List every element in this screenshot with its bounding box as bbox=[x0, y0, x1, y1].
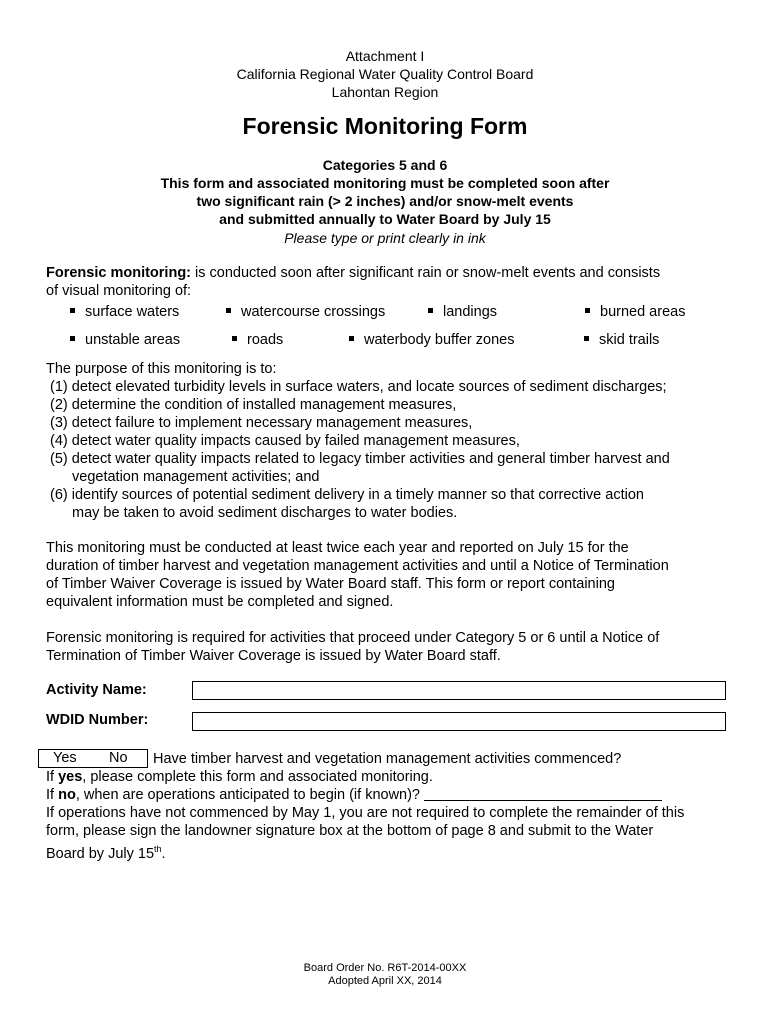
para2-line: Termination of Timber Waiver Coverage is issued by Water Board staff. bbox=[46, 648, 501, 664]
activity-name-input[interactable] bbox=[192, 681, 726, 700]
bullet-item: surface waters bbox=[70, 303, 179, 321]
purpose-item: (2) determine the condition of installed management measures, bbox=[50, 397, 457, 413]
intro-line-2: of visual monitoring of: bbox=[46, 283, 192, 299]
anticipated-date-input[interactable] bbox=[424, 786, 662, 801]
note-line: If operations have not commenced by May 1, you are not required to complete the remainder of this bbox=[46, 805, 685, 821]
page-title: Forensic Monitoring Form bbox=[242, 113, 528, 139]
wdid-number-label: WDID Number: bbox=[46, 712, 149, 728]
purpose-item-continuation: may be taken to avoid sediment discharges to water bodies. bbox=[72, 505, 458, 521]
subtitle-line-2: This form and associated monitoring must be completed soon after bbox=[160, 175, 610, 191]
if-yes-line: If yes, please complete this form and associated monitoring. bbox=[46, 769, 433, 785]
attachment-label: Attachment I bbox=[345, 48, 425, 64]
purpose-intro: The purpose of this monitoring is to: bbox=[46, 361, 277, 377]
bullet-square-icon bbox=[428, 308, 433, 313]
para1-line: This monitoring must be conducted at least twice each year and reported on July 15 for the bbox=[46, 540, 629, 556]
note-line: form, please sign the landowner signature box at the bottom of page 8 and submit to the Water bbox=[46, 823, 654, 839]
region-name: Lahontan Region bbox=[331, 84, 439, 100]
purpose-item-continuation: vegetation management activities; and bbox=[72, 469, 320, 485]
purpose-item: (6) identify sources of potential sediment delivery in a timely manner so that corrective action bbox=[50, 487, 644, 503]
yes-option[interactable]: Yes bbox=[53, 750, 77, 766]
para1-line: duration of timber harvest and vegetation management activities and until a Notice of Termination bbox=[46, 558, 669, 574]
intro-line-1 bbox=[46, 264, 660, 282]
bullet-square-icon bbox=[70, 336, 75, 341]
note-line: Board by July 15th. bbox=[46, 844, 166, 862]
purpose-item: (5) detect water quality impacts related to legacy timber activities and general timber harvest and bbox=[50, 451, 670, 467]
subtitle-line-4: and submitted annually to Water Board by July 15 bbox=[219, 211, 551, 227]
para1-line: equivalent information must be completed and signed. bbox=[46, 594, 394, 610]
intro-bold: Forensic monitoring: bbox=[46, 265, 191, 281]
wdid-number-input[interactable] bbox=[192, 712, 726, 731]
subtitle-line-3: two significant rain (> 2 inches) and/or snow-melt events bbox=[196, 193, 574, 209]
bullet-item: watercourse crossings bbox=[226, 303, 385, 321]
yes-no-box bbox=[38, 749, 148, 768]
bullet-square-icon bbox=[226, 308, 231, 313]
bullet-item: unstable areas bbox=[70, 331, 180, 349]
bullet-square-icon bbox=[585, 308, 590, 313]
para1-line: of Timber Waiver Coverage is issued by Water Board staff. This form or report containing bbox=[46, 576, 615, 592]
bullet-square-icon bbox=[349, 336, 354, 341]
intro-rest: is conducted soon after significant rain or snow-melt events and consists bbox=[191, 265, 661, 281]
board-name: California Regional Water Quality Control Board bbox=[236, 66, 534, 82]
commenced-question: Have timber harvest and vegetation management activities commenced? bbox=[153, 751, 622, 767]
if-no-line: If no, when are operations anticipated to begin (if known)? bbox=[46, 786, 662, 804]
bullet-square-icon bbox=[70, 308, 75, 313]
purpose-item: (4) detect water quality impacts caused by failed management measures, bbox=[50, 433, 520, 449]
bullet-item: waterbody buffer zones bbox=[349, 331, 514, 349]
no-option[interactable]: No bbox=[109, 750, 128, 766]
bullet-item: burned areas bbox=[585, 303, 685, 321]
instruction-text: Please type or print clearly in ink bbox=[284, 230, 486, 246]
categories-heading: Categories 5 and 6 bbox=[322, 157, 448, 173]
purpose-item: (1) detect elevated turbidity levels in surface waters, and locate sources of sediment discharges; bbox=[50, 379, 667, 395]
bullet-item: roads bbox=[232, 331, 283, 349]
activity-name-label: Activity Name: bbox=[46, 682, 147, 698]
bullet-square-icon bbox=[232, 336, 237, 341]
footer-order-number: Board Order No. R6T-2014-00XX bbox=[303, 962, 467, 974]
footer-adopted-date: Adopted April XX, 2014 bbox=[328, 975, 442, 987]
para2-line: Forensic monitoring is required for activities that proceed under Category 5 or 6 until a Notice of bbox=[46, 630, 660, 646]
bullet-square-icon bbox=[584, 336, 589, 341]
purpose-item: (3) detect failure to implement necessary management measures, bbox=[50, 415, 473, 431]
bullet-item: landings bbox=[428, 303, 497, 321]
bullet-item: skid trails bbox=[584, 331, 659, 349]
